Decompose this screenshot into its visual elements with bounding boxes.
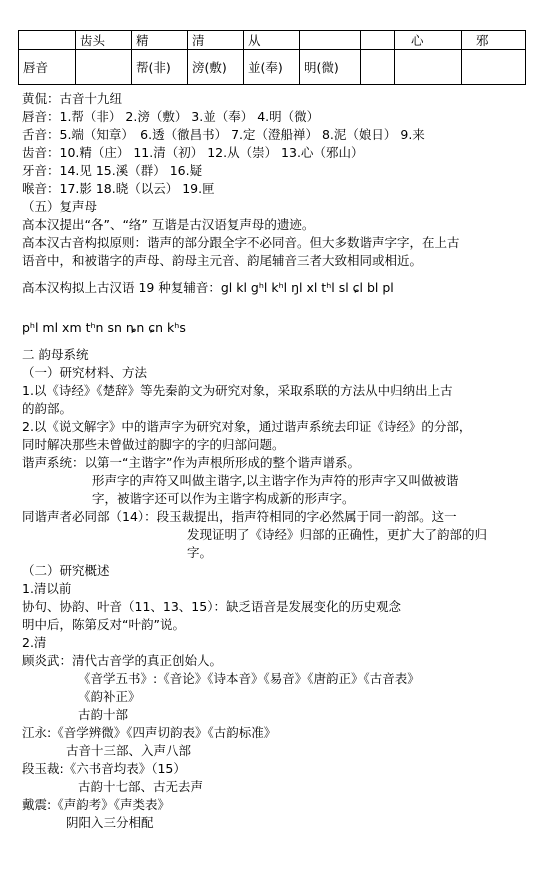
text-line: 《韵补正》: [78, 689, 141, 704]
table-row: [19, 31, 526, 50]
table-cell: 精: [132, 31, 188, 50]
text-line: 字，被谐字还可以作为主谐字构成新的形声字。: [92, 491, 355, 506]
text-line: 形声字的声符又叫做主谐字,以主谐字作为声符的形声字又叫做被谐: [92, 473, 459, 488]
table-cell: 帮(非): [132, 50, 188, 85]
table-cell: 邪: [462, 31, 526, 50]
text-line: 同谐声者必同部（14）：段玉裁提出，指声符相同的字必然属于同一韵部。这一: [22, 509, 457, 524]
text-line: 高本汉古音构拟原则：谐声的部分跟全字不必同音。但大多数谐声字字，在上古: [22, 235, 460, 250]
text-line: 字。: [187, 545, 213, 560]
table-cell: 唇音: [19, 50, 76, 85]
text-line: 高本汉构拟上古汉语 19 种复辅音：gl kl gʰl kʰl ŋl xl tʰl sl ɕl bl pl: [22, 280, 394, 295]
text-line: 同时解决那些未曾做过韵脚字的字的归部问题。: [22, 437, 285, 452]
table-cell: [395, 50, 462, 85]
text-line: 牙音：14.见 15.溪（群） 16.疑: [22, 163, 203, 178]
text-line: 阴阳入三分相配: [66, 815, 154, 830]
text-line: 唇音：1.帮（非） 2.滂（敷） 3.並（奉） 4.明（微）: [22, 109, 320, 124]
text-line: 江永:《音学辨微》《四声切韵表》《古韵标准》: [22, 725, 277, 740]
table-cell: 从: [244, 31, 300, 50]
table-row: [19, 50, 526, 85]
text-line: 协句、协韵、叶音（11、13、15）：缺乏语音是发展变化的历史观念: [22, 599, 401, 614]
table-cell: [76, 50, 132, 85]
section-heading: 二 韵母系统: [22, 347, 89, 362]
text-line: 古韵十部: [78, 707, 129, 722]
text-line: 《音学五书》:《音论》《诗本音》《易音》《唐韵正》《古音表》: [78, 671, 420, 686]
text-line: 段玉裁:《六书音均表》（15）: [22, 761, 186, 776]
text-line: 喉音：17.影 18.晓（以云） 19.匣: [22, 181, 215, 196]
text-line: 的韵部。: [22, 401, 73, 416]
text-line: 2.以《说文解字》中的谐声字为研究对象，通过谐声系统去印证《诗经》的分部，: [22, 419, 472, 434]
table-cell: [361, 31, 395, 50]
table-cell: [300, 31, 361, 50]
text-line: 1.以《诗经》《楚辞》等先秦韵文为研究对象，采取系联的方法从中归纳出上古: [22, 383, 453, 398]
table-cell: 並(奉): [244, 50, 300, 85]
section-heading: （五）复声母: [22, 199, 98, 214]
table-cell: 清: [188, 31, 244, 50]
text-line: 高本汉提出“各”、“络” 互谐是古汉语复声母的遗迹。: [22, 217, 315, 232]
text-line: 黄侃：古音十九纽: [22, 91, 123, 106]
table-cell: 明(微): [300, 50, 361, 85]
text-line: 戴震:《声韵考》《声类表》: [22, 797, 170, 812]
table-cell: 心: [395, 31, 462, 50]
text-line: 1.清以前: [22, 581, 72, 596]
table-cell: [19, 31, 76, 50]
text-line: 古韵十七部、古无去声: [78, 779, 204, 794]
text-line: 语音中，和被谐字的声母、韵母主元音、韵尾辅音三者大致相同或相近。: [22, 253, 423, 268]
text-line: 2.清: [22, 635, 47, 650]
text-line: 发现证明了《诗经》归部的正确性，更扩大了韵部的归: [187, 527, 488, 542]
text-line: 舌音：5.端（知章） 6.透（徹昌书） 7.定（澄船禅） 8.泥（娘日） 9.来: [22, 127, 425, 142]
text-line: 顾炎武：清代古音学的真正创始人。: [22, 653, 223, 668]
table-cell: 滂(敷): [188, 50, 244, 85]
text-line: 齿音：10.精（庄） 11.清（初） 12.从（崇） 13.心（邪山）: [22, 145, 364, 160]
body-text: [22, 90, 542, 832]
table-cell: [462, 50, 526, 85]
initials-table: [18, 30, 526, 85]
text-line: pʰl ml xm tʰn sn ȵn ɕn kʰs: [22, 320, 186, 335]
section-heading: （一）研究材料、方法: [22, 365, 148, 380]
text-line: 谐声系统：以第一“主谐字”作为声根所形成的整个谐声谱系。: [22, 455, 360, 470]
text-line: 古音十三部、入声八部: [66, 743, 192, 758]
text-line: 明中后，陈第反对“叶韵”说。: [22, 617, 185, 632]
table-cell: 齿头: [76, 31, 132, 50]
table-cell: [361, 50, 395, 85]
section-heading: （二）研究概述: [22, 563, 110, 578]
